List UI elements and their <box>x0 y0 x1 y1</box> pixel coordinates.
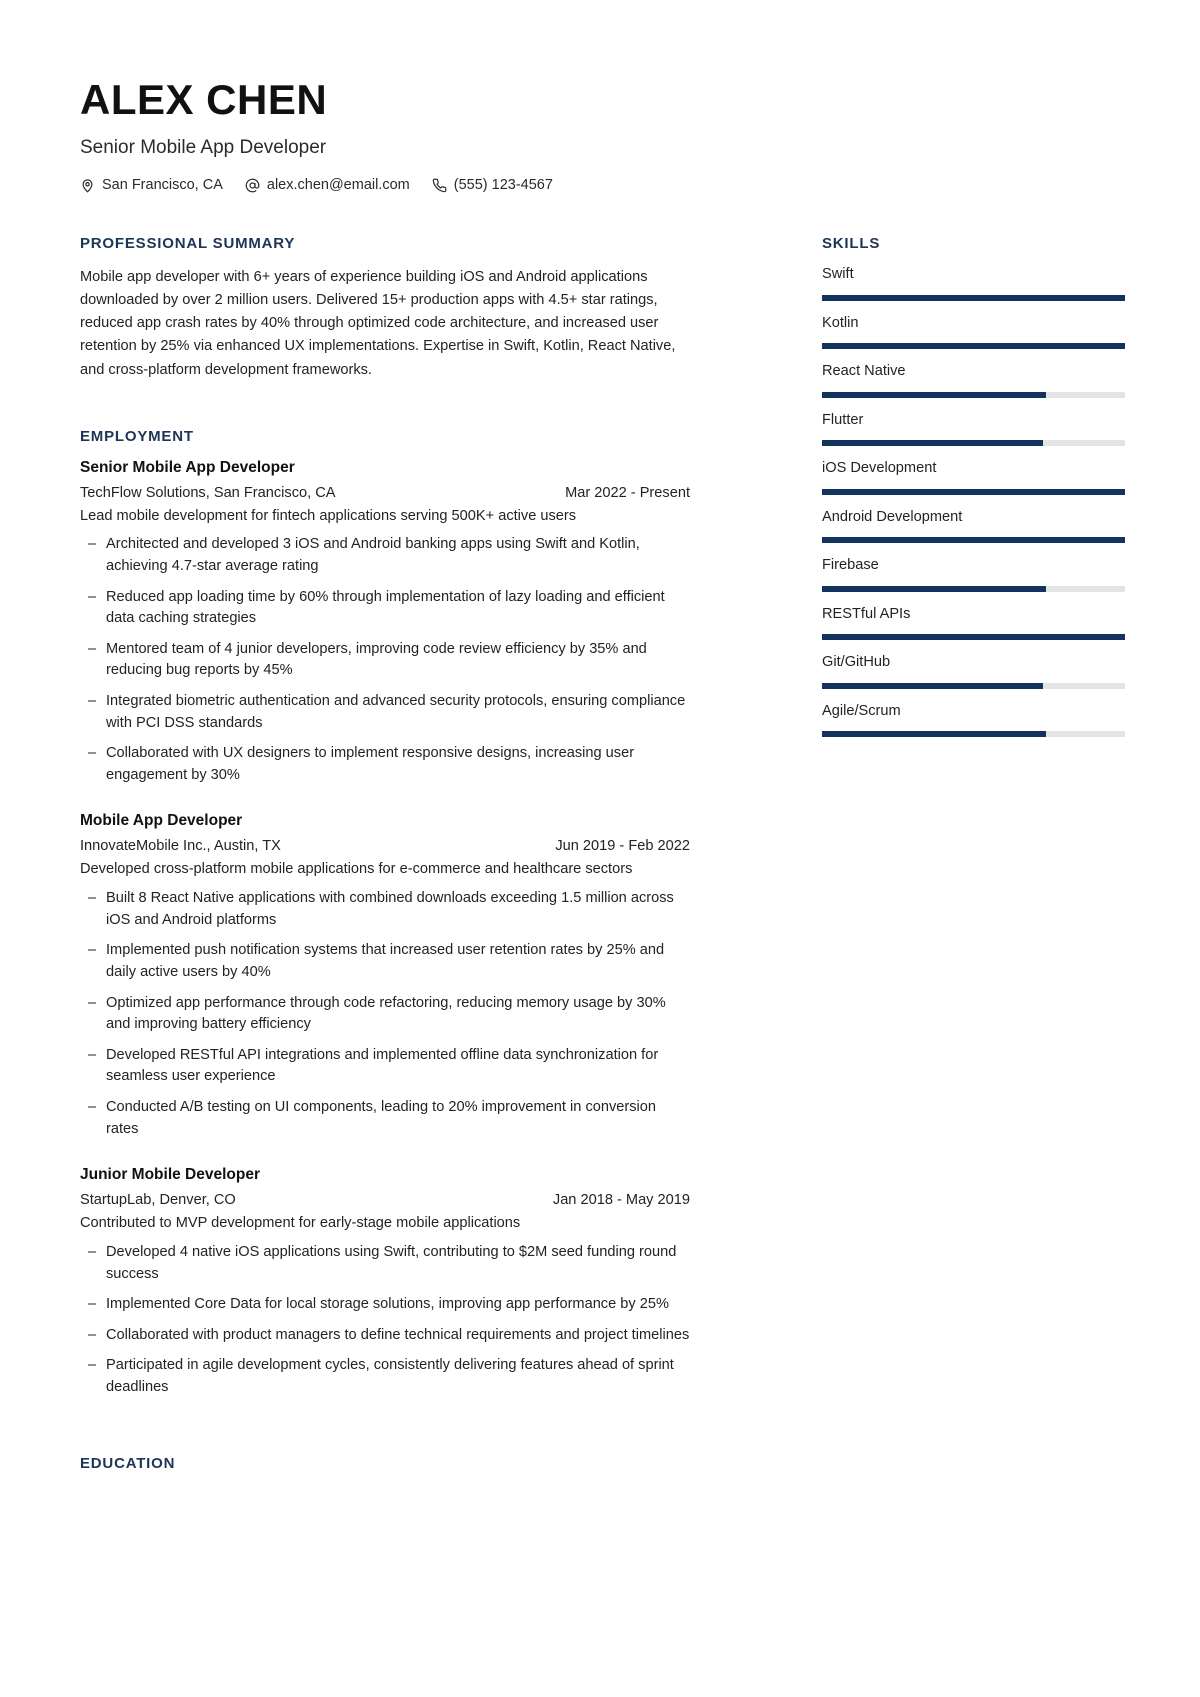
skill-level-track <box>822 295 1125 301</box>
skill-level-fill <box>822 343 1125 349</box>
skill-level-track <box>822 537 1125 543</box>
skill-level-track <box>822 634 1125 640</box>
skill-item <box>822 363 1125 398</box>
employment-entry <box>80 812 690 1140</box>
skill-level-fill <box>822 586 1046 592</box>
contact-location <box>80 177 223 193</box>
employment-bullet: – Implemented push notification systems that increased user retention rates by 25% and daily active users by 40% <box>80 940 690 983</box>
skill-item <box>822 703 1125 738</box>
employment-bullet-list <box>80 1242 690 1399</box>
section-employment <box>80 428 690 1399</box>
contact-email[interactable] <box>245 177 410 193</box>
resume-body <box>80 235 1120 1485</box>
skill-name: Swift <box>822 266 854 283</box>
skill-level-track <box>822 343 1125 349</box>
employment-job-title: Senior Mobile App Developer <box>80 458 295 476</box>
main-column <box>80 235 690 1485</box>
contact-phone[interactable] <box>432 177 553 193</box>
skill-item <box>822 412 1125 447</box>
skill-level-track <box>822 683 1125 689</box>
spacer <box>80 382 690 428</box>
side-column <box>822 235 1125 751</box>
skill-level-fill <box>822 731 1046 737</box>
employment-job-title: Junior Mobile Developer <box>80 1166 261 1184</box>
skill-level-track <box>822 392 1125 398</box>
employment-list <box>80 459 690 1399</box>
employment-company: InnovateMobile Inc., Austin, TX <box>80 838 281 855</box>
section-title-employment: EMPLOYMENT <box>80 427 194 445</box>
skill-level-track <box>822 731 1125 737</box>
candidate-headline: Senior Mobile App Developer <box>80 136 327 158</box>
employment-bullet: – Participated in agile development cycles, consistently delivering features ahead of sprint deadlines <box>80 1355 690 1398</box>
employment-bullet: – Conducted A/B testing on UI components, leading to 20% improvement in conversion rates <box>80 1097 690 1140</box>
employment-bullet: – Built 8 React Native applications with combined downloads exceeding 1.5 million across iOS and Android platforms <box>80 888 690 931</box>
skill-level-fill <box>822 392 1046 398</box>
section-skills <box>822 235 1125 737</box>
skill-name: Agile/Scrum <box>822 702 901 719</box>
skill-name: Git/GitHub <box>822 654 891 671</box>
skill-item <box>822 606 1125 641</box>
employment-bullet: – Developed 4 native iOS applications using Swift, contributing to $2M seed funding round success <box>80 1242 690 1285</box>
skill-level-fill <box>822 683 1043 689</box>
employment-bullet: – Reduced app loading time by 60% through implementation of lazy loading and efficient data caching strategies <box>80 587 690 630</box>
skill-level-fill <box>822 295 1125 301</box>
section-title-education: EDUCATION <box>80 1454 176 1472</box>
employment-bullet: – Integrated biometric authentication and advanced security protocols, ensuring compliance with PCI DSS standards <box>80 691 690 734</box>
employment-job-title: Mobile App Developer <box>80 812 243 830</box>
employment-description: Lead mobile development for fintech applications serving 500K+ active users <box>80 507 577 524</box>
skill-name: Flutter <box>822 411 864 428</box>
skill-item <box>822 557 1125 592</box>
skill-name: RESTful APIs <box>822 605 911 622</box>
resume-header <box>80 78 1120 193</box>
employment-bullet-list <box>80 534 690 786</box>
location-pin-icon <box>80 178 95 193</box>
employment-bullet: – Optimized app performance through code refactoring, reducing memory usage by 30% and improving battery efficiency <box>80 993 690 1036</box>
employment-bullet: – Mentored team of 4 junior developers, improving code review efficiency by 35% and reducing bug reports by 45% <box>80 639 690 682</box>
skill-item <box>822 460 1125 495</box>
contact-row <box>80 177 1120 193</box>
skill-name: Kotlin <box>822 314 859 331</box>
section-title-skills: SKILLS <box>822 235 881 253</box>
contact-location-text: San Francisco, CA <box>102 177 223 194</box>
skill-name: React Native <box>822 363 906 380</box>
skill-item <box>822 509 1125 544</box>
skill-name: iOS Development <box>822 460 937 477</box>
employment-bullet: – Collaborated with product managers to define technical requirements and project timelines <box>80 1325 690 1347</box>
employment-entry <box>80 459 690 787</box>
skill-level-track <box>822 440 1125 446</box>
section-education <box>80 1455 690 1472</box>
skill-level-fill <box>822 634 1125 640</box>
skills-list <box>822 266 1125 737</box>
employment-bullet-list <box>80 888 690 1140</box>
skill-level-fill <box>822 489 1125 495</box>
summary-text: Mobile app developer with 6+ years of experience building iOS and Android applications downloaded by over 2 million users. Delivered 15+ production apps with 4.5+ star ratings, reduced app crash rates by 40% through optimized code architecture, and increased user retention by 25% via enhanced UX implementations. Expertise in Swift, Kotlin, React Native, and cross-platform development frameworks. <box>80 269 676 378</box>
skill-item <box>822 654 1125 689</box>
employment-bullet: – Architected and developed 3 iOS and Android banking apps using Swift and Kotlin, achieving 4.7-star average rating <box>80 534 690 577</box>
employment-company: StartupLab, Denver, CO <box>80 1192 236 1209</box>
employment-dates: Mar 2022 - Present <box>565 484 690 501</box>
skill-level-track <box>822 586 1125 592</box>
employment-dates: Jun 2019 - Feb 2022 <box>555 838 690 855</box>
skill-level-fill <box>822 440 1043 446</box>
employment-meta <box>80 485 690 501</box>
skill-item <box>822 315 1125 350</box>
employment-company: TechFlow Solutions, San Francisco, CA <box>80 484 336 501</box>
contact-email-text: alex.chen@email.com <box>266 177 410 194</box>
employment-bullet: – Collaborated with UX designers to implement responsive designs, increasing user engagement by 30% <box>80 743 690 786</box>
skill-name: Android Development <box>822 508 963 525</box>
skill-item <box>822 266 1125 301</box>
section-title-summary: PROFESSIONAL SUMMARY <box>80 235 296 253</box>
candidate-name: ALEX CHEN <box>80 76 328 123</box>
employment-meta <box>80 838 690 854</box>
skill-name: Firebase <box>822 557 879 574</box>
employment-description: Contributed to MVP development for early-stage mobile applications <box>80 1215 521 1232</box>
phone-icon <box>432 178 447 193</box>
employment-bullet: – Implemented Core Data for local storage solutions, improving app performance by 25% <box>80 1294 690 1316</box>
section-professional-summary <box>80 235 690 381</box>
employment-bullet: – Developed RESTful API integrations and implemented offline data synchronization for seamless user experience <box>80 1045 690 1088</box>
employment-entry <box>80 1166 690 1398</box>
skill-level-track <box>822 489 1125 495</box>
employment-description: Developed cross-platform mobile applications for e-commerce and healthcare sectors <box>80 861 633 878</box>
skill-level-fill <box>822 537 1125 543</box>
employment-dates: Jan 2018 - May 2019 <box>552 1192 690 1209</box>
employment-meta <box>80 1192 690 1208</box>
contact-phone-text: (555) 123-4567 <box>453 177 553 194</box>
at-sign-icon <box>245 178 260 193</box>
